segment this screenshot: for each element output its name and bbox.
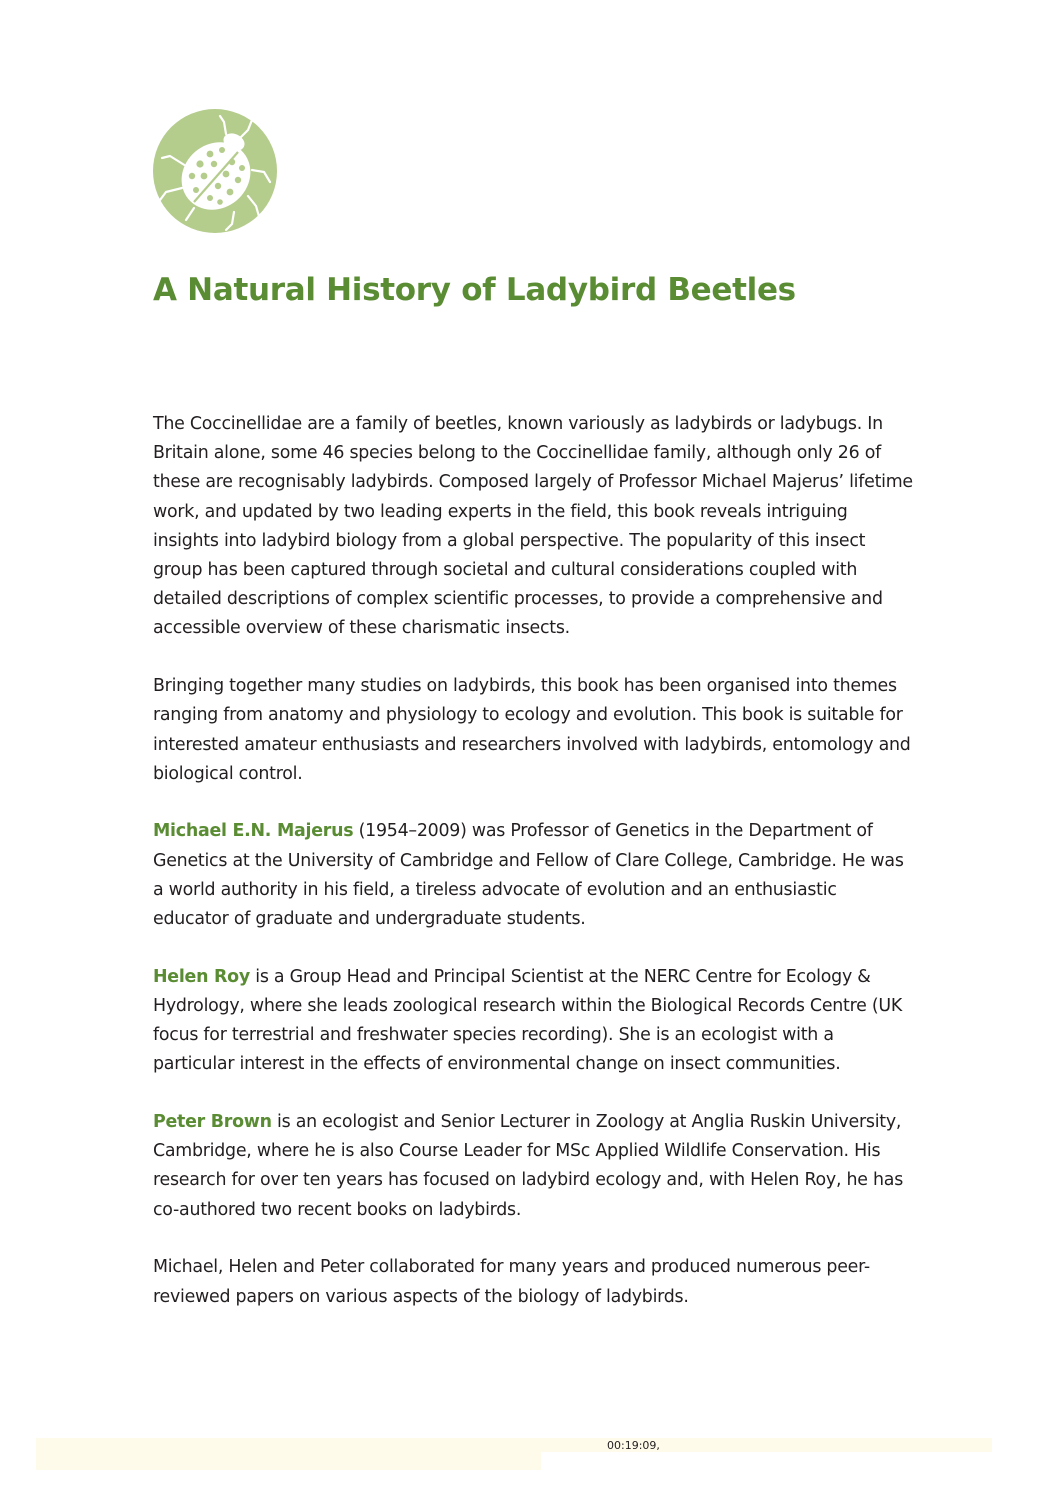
ladybird-icon: [152, 108, 278, 234]
ladybird-logo: [152, 108, 278, 234]
author-bio-text-roy: is a Group Head and Principal Scientist at the NERC Centre for Ecology & Hydrology, where she leads zoological research within the Biological Records Centre (UK focus for terrestrial and freshwater species recording). She is an ecologist with a particular interest in the effects of environmental change on insect communities.: [153, 966, 903, 1075]
scope-paragraph: Bringing together many studies on ladybirds, this book has been organised into themes ranging from anatomy and physiology to ecology and evolution. This book is suitable for interested amateur enthusiasts and researchers involved with ladybirds, entomology and biological control.: [153, 676, 911, 784]
author-bio-majerus: [153, 817, 913, 934]
intro-paragraph: The Coccinellidae are a family of beetles, known variously as ladybirds or ladybugs. In Britain alone, some 46 species belong to the Coccinellidae family, although only 26 of these are recognisably ladybirds. Composed largely of Professor Michael Majerus’ lifetime work, and updated by two leading experts in the field, this book reveals intriguing insights into ladybird biology from a global perspective. The popularity of this insect group has been captured through societal and cultural considerations coupled with detailed descriptions of complex scientific processes, to provide a comprehensive and accessible overview of these charismatic insects.: [153, 414, 913, 639]
collaboration-paragraph: Michael, Helen and Peter collaborated for many years and produced numerous peer-reviewed papers on various aspects of the biology of ladybirds.: [153, 1257, 870, 1307]
author-name-brown: Peter Brown: [153, 1112, 272, 1133]
book-description: [153, 410, 913, 1340]
footer-timestamp: 00:19:09,: [607, 1439, 660, 1452]
author-bio-text-brown: is an ecologist and Senior Lecturer in Zoology at Anglia Ruskin University, Cambridge, where he is also Course Leader for MSc Applied Wildlife Conservation. His research for over ten years has focused on ladybird ecology and, with Helen Roy, he has co-authored two recent books on ladybirds.: [153, 1112, 904, 1220]
author-name-majerus: Michael E.N. Majerus: [153, 821, 354, 842]
footer-bar-left: [36, 1438, 541, 1470]
author-bio-text-majerus: (1954–2009) was Professor of Genetics in the Department of Genetics at the University of Cambridge and Fellow of Clare College, Cambridge. He was a world authority in his field, a tireless advocate of evolution and an enthusiastic educator of graduate and undergraduate students.: [153, 821, 904, 930]
author-bio-roy: [153, 963, 913, 1080]
author-bio-brown: [153, 1108, 913, 1225]
author-name-roy: Helen Roy: [153, 966, 250, 987]
page-title: A Natural History of Ladybird Beetles: [153, 272, 796, 308]
